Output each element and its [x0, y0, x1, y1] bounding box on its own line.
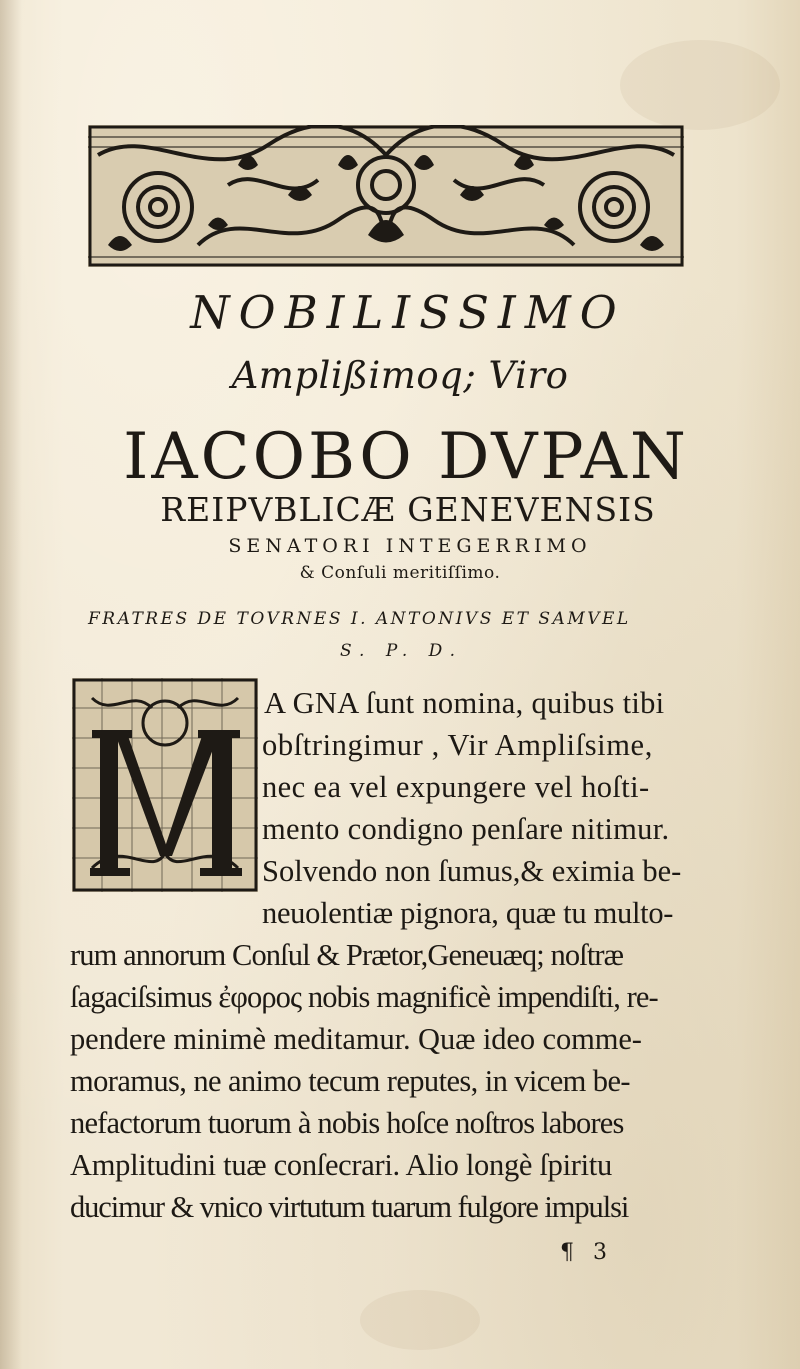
body-line: mento condigno penſare nitimur. [262, 812, 670, 846]
ornamental-headpiece [88, 125, 684, 267]
body-line: rum annorum Conſul & Prætor,Geneuæq; noſtræ [70, 938, 624, 972]
paper-stain [360, 1290, 480, 1350]
title-senatori: SENATORI INTEGERRIMO [228, 535, 592, 557]
body-line: pendere minimè meditamur. Quæ ideo comme- [70, 1022, 642, 1056]
body-line: neuolentiæ pignora, quæ tu multo- [262, 896, 674, 930]
authors-line: FRATRES DE TOVRNES I. ANTONIVS ET SAMVEL [88, 609, 631, 629]
title-reipublicae: REIPVBLICÆ GENEVENSIS [160, 490, 656, 529]
title-consuli: & Conſuli meritiſſimo. [299, 563, 501, 583]
body-line: A GNA ſunt nomina, quibus tibi [264, 686, 665, 720]
paper-stain [620, 40, 780, 130]
body-line: nefactorum tuorum à nobis hoſce noſtros labores [70, 1106, 624, 1140]
title-nobilissimo: NOBILISSIMO [190, 286, 626, 339]
gutter-shadow [0, 0, 22, 1369]
signature-mark: ¶ 3 [560, 1240, 613, 1265]
body-line: obſtringimur , Vir Ampliſsime, [262, 728, 653, 762]
body-line: ſagaciſsimus ἐφορος nobis magnificè impendiſti, re- [70, 980, 658, 1014]
title-amplissimo: Amplißimoq; Viro [231, 354, 569, 397]
decorated-initial-m [72, 678, 258, 892]
salutation: S. P. D. [340, 641, 464, 661]
body-line: nec ea vel expungere vel hoſti- [262, 770, 650, 804]
body-line: Amplitudini tuæ conſecrari. Alio longè ſpiritu [70, 1148, 612, 1182]
body-line: Solvendo non ſumus,& eximia be- [262, 854, 682, 888]
body-line: ducimur & vnico virtutum tuarum fulgore impulsi [70, 1190, 629, 1224]
dedicatee-name: IACOBO DVPAN [123, 420, 689, 494]
body-line: moramus, ne animo tecum reputes, in vicem be- [70, 1064, 630, 1098]
